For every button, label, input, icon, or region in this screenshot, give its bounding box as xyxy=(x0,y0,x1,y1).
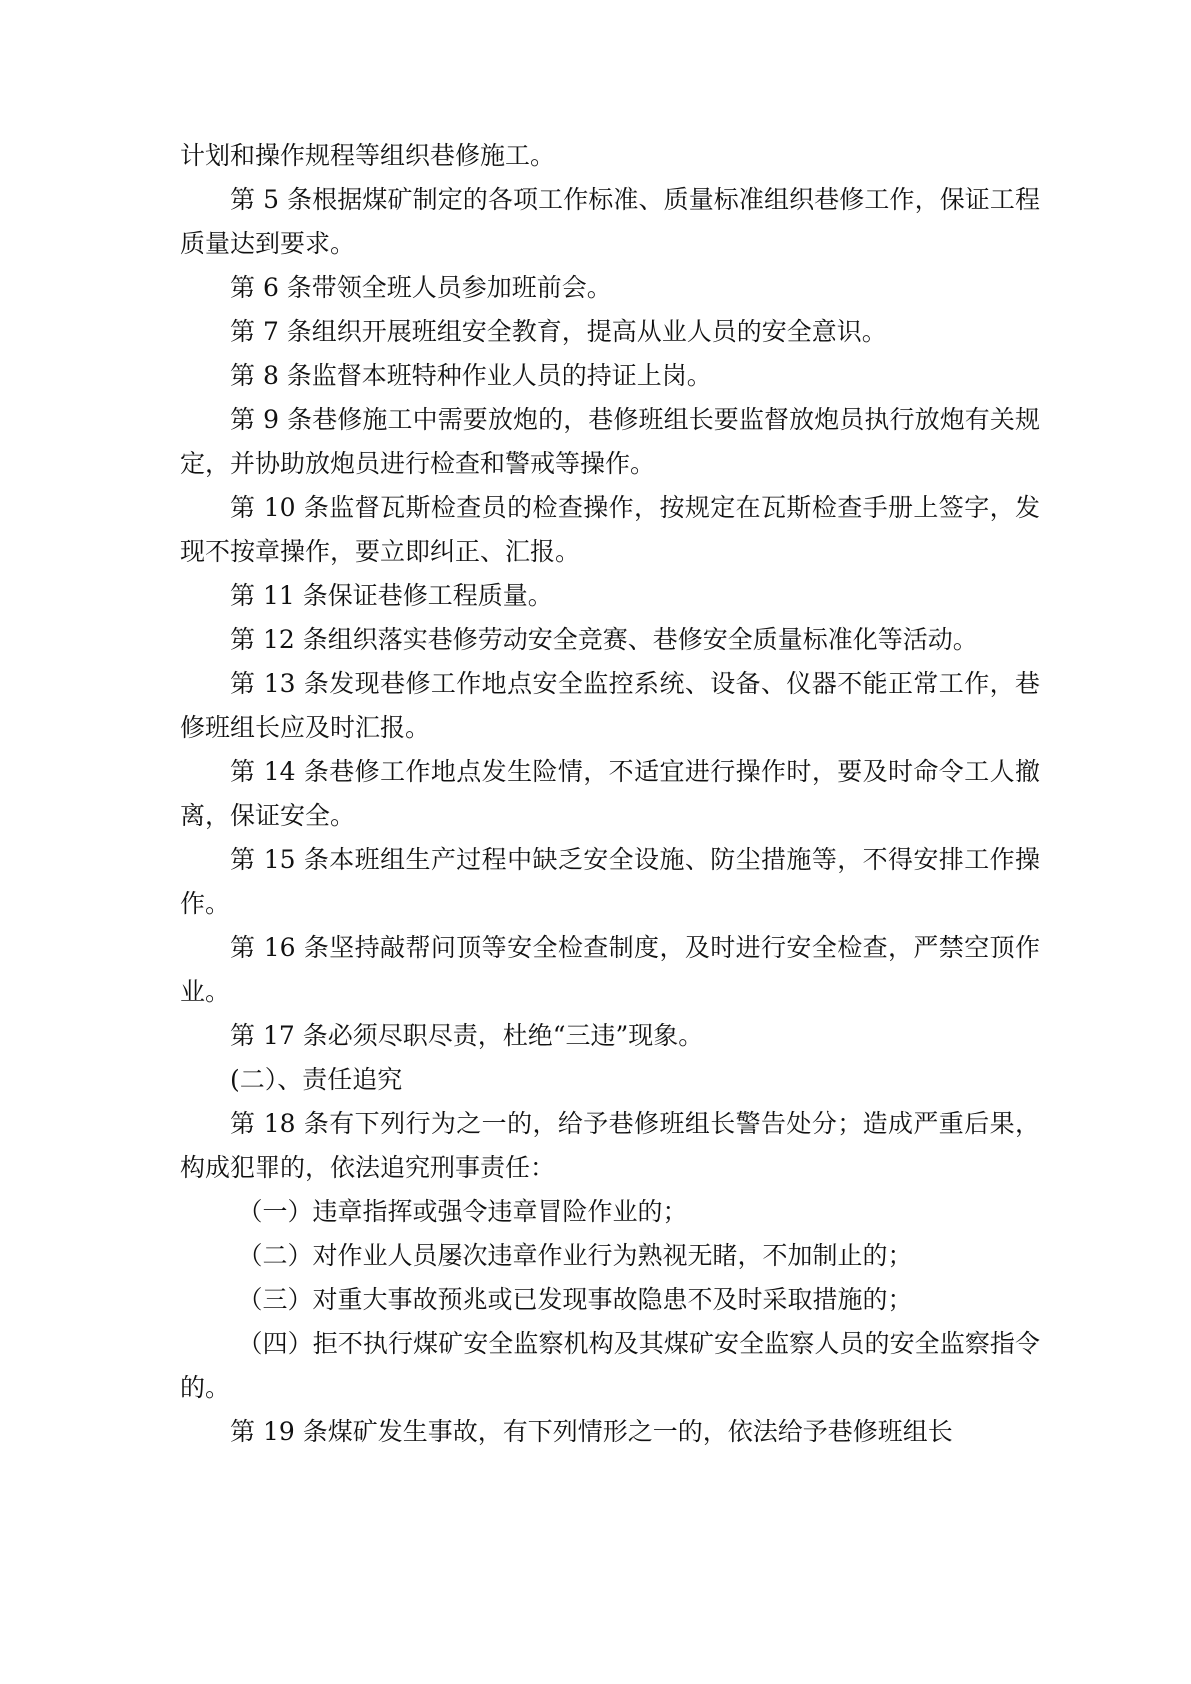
article-18-item-2: （二）对作业人员屡次违章作业行为熟视无睹，不加制止的； xyxy=(237,1241,913,1270)
article-17: 第 17 条必须尽职尽责，杜绝“三违”现象。 xyxy=(230,1021,704,1050)
article-18-item-4: （四）拒不执行煤矿安全监察机构及其煤矿安全监察人员的安全监察指令的。 xyxy=(180,1329,1040,1402)
article-13: 第 13 条发现巷修工作地点安全监控系统、设备、仪器不能正常工作，巷修班组长应及时汇报。 xyxy=(180,669,1040,742)
article-11: 第 11 条保证巷修工程质量。 xyxy=(230,581,553,610)
article-18-item-3: （三）对重大事故预兆或已发现事故隐患不及时采取措施的； xyxy=(237,1285,913,1314)
article-18-item-1: （一）违章指挥或强令违章冒险作业的； xyxy=(237,1197,688,1226)
article-10: 第 10 条监督瓦斯检查员的检查操作，按规定在瓦斯检查手册上签字，发现不按章操作，要立即纠正、汇报。 xyxy=(180,493,1040,566)
article-12: 第 12 条组织落实巷修劳动安全竞赛、巷修安全质量标准化等活动。 xyxy=(230,625,978,654)
article-18: 第 18 条有下列行为之一的，给予巷修班组长警告处分；造成严重后果，构成犯罪的，依法追究刑事责任： xyxy=(180,1109,1040,1182)
document-body xyxy=(180,134,1040,1454)
article-5: 第 5 条根据煤矿制定的各项工作标准、质量标准组织巷修工作，保证工程质量达到要求。 xyxy=(180,185,1040,258)
article-19: 第 19 条煤矿发生事故，有下列情形之一的，依法给予巷修班组长 xyxy=(230,1417,953,1446)
paragraph-continuation: 计划和操作规程等组织巷修施工。 xyxy=(180,141,556,170)
section-heading: (二）、责任追究 xyxy=(230,1065,403,1094)
article-16: 第 16 条坚持敲帮问顶等安全检查制度，及时进行安全检查，严禁空顶作业。 xyxy=(180,933,1040,1006)
article-14: 第 14 条巷修工作地点发生险情，不适宜进行操作时，要及时命令工人撤离，保证安全。 xyxy=(180,757,1040,830)
article-7: 第 7 条组织开展班组安全教育，提高从业人员的安全意识。 xyxy=(230,317,887,346)
article-15: 第 15 条本班组生产过程中缺乏安全设施、防尘措施等，不得安排工作操作。 xyxy=(180,845,1040,918)
article-6: 第 6 条带领全班人员参加班前会。 xyxy=(230,273,612,302)
article-9: 第 9 条巷修施工中需要放炮的，巷修班组长要监督放炮员执行放炮有关规定，并协助放炮员进行检查和警戒等操作。 xyxy=(180,405,1040,478)
article-8: 第 8 条监督本班特种作业人员的持证上岗。 xyxy=(230,361,712,390)
